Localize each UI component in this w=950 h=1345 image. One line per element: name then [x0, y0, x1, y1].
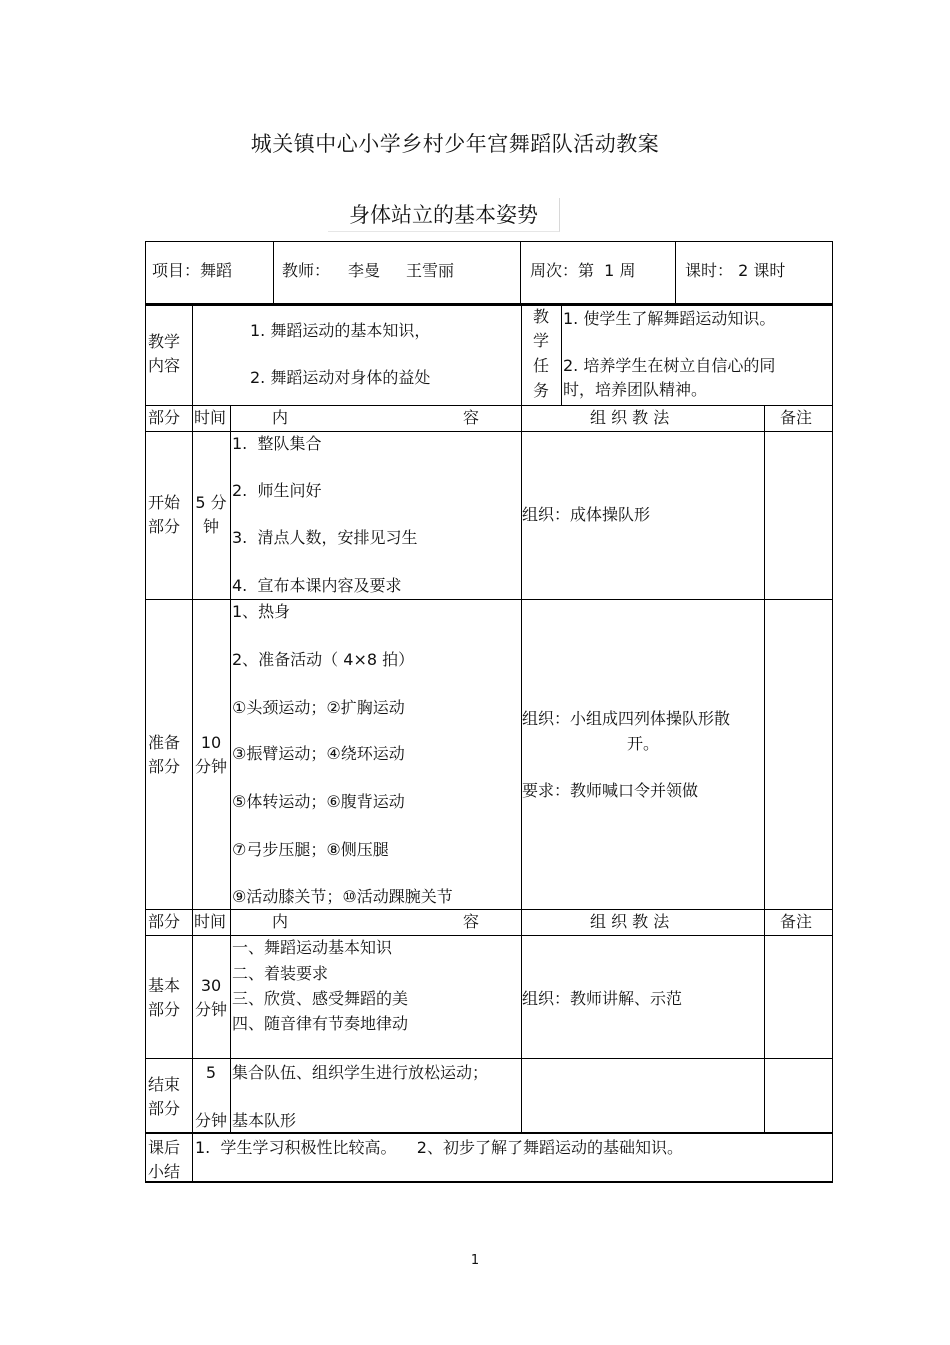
info-divider-2 [520, 241, 521, 304]
teaching-divider-b [521, 304, 522, 405]
start-method: 组织：成体操队形 [522, 505, 651, 524]
prepare-item: 2、准备活动（ 4×8 拍） [232, 650, 415, 669]
header-time: 时间 [194, 912, 227, 931]
page-number: 1 [470, 1253, 480, 1268]
teaching-task-label-char: 教 [532, 307, 549, 326]
basic-label-2: 部分 [148, 1000, 181, 1019]
end-time-2: 分钟 [194, 1111, 227, 1130]
start-item: 1. 整队集合 [232, 434, 322, 453]
basic-item: 四、随音律有节奏地律动 [232, 1014, 409, 1033]
col-divider-method [764, 405, 765, 1133]
prepare-time-1: 10 [200, 733, 222, 752]
start-item: 4. 宣布本课内容及要求 [232, 576, 402, 595]
prepare-item: ⑤体转运动；⑥腹背运动 [232, 792, 405, 811]
summary-text: 1. 学生学习积极性比较高。 2、初步了解了舞蹈运动的基础知识。 [195, 1138, 683, 1157]
header-content-right: 容 [463, 408, 480, 427]
prepare-method-1: 组织：小组成四列体操队形散 [522, 709, 731, 728]
prepare-item: ③振臂运动；④绕环运动 [232, 744, 405, 763]
teaching-content-item: 1. 舞蹈运动的基本知识， [250, 321, 431, 340]
basic-time-2: 分钟 [194, 1000, 227, 1019]
teaching-task-item: 时，培养团队精神。 [563, 380, 708, 399]
basic-item: 一、舞蹈运动基本知识 [232, 938, 393, 957]
basic-item: 二、着装要求 [232, 964, 329, 983]
teaching-task-label-char: 任 [532, 356, 549, 375]
end-item: 集合队伍、组织学生进行放松运动； [232, 1063, 489, 1082]
info-divider-1 [273, 241, 274, 304]
prepare-time-2: 分钟 [194, 757, 227, 776]
start-label-2: 部分 [148, 517, 181, 536]
start-time-1: 5 分 [195, 493, 227, 512]
basic-time-1: 30 [200, 976, 222, 995]
header-method: 组 织 教 法 [590, 408, 670, 427]
start-time-2: 钟 [202, 517, 219, 536]
basic-method: 组织：教师讲解、示范 [522, 989, 683, 1008]
basic-item: 三、欣赏、感受舞蹈的美 [232, 989, 409, 1008]
end-item: 基本队形 [232, 1111, 297, 1130]
teaching-task-label-char: 务 [532, 381, 549, 400]
summary-divider [192, 1133, 193, 1182]
header-content-left: 内 [272, 912, 289, 931]
basic-label-1: 基本 [148, 976, 181, 995]
start-label-1: 开始 [148, 493, 181, 512]
header-content-left: 内 [272, 408, 289, 427]
header-notes: 备注 [780, 408, 813, 427]
teaching-task-item: 2. 培养学生在树立自信心的同 [563, 356, 776, 375]
header-part: 部分 [148, 912, 181, 931]
teaching-content-item: 2. 舞蹈运动对身体的益处 [250, 368, 431, 387]
end-label-2: 部分 [148, 1099, 181, 1118]
prepare-item: ⑦弓步压腿；⑧侧压腿 [232, 840, 389, 859]
basic-row-bottom [145, 1058, 833, 1059]
info-divider-3 [675, 241, 676, 304]
header-time: 时间 [194, 408, 227, 427]
header-part: 部分 [148, 408, 181, 427]
header-method: 组 织 教 法 [590, 912, 670, 931]
teaching-task-label-char: 学 [532, 331, 549, 350]
prepare-item: ⑨活动膝关节；⑩活动踝腕关节 [232, 887, 453, 906]
end-time-1: 5 [205, 1063, 217, 1082]
teaching-divider-c [561, 304, 562, 405]
start-item: 2. 师生问好 [232, 481, 322, 500]
teacher-name-2: 王雪丽 [406, 261, 455, 280]
prepare-row-bottom [145, 909, 833, 910]
hours-label: 课时： 2 课时 [685, 261, 786, 280]
teaching-row-bottom [145, 405, 833, 406]
prepare-method-2: 开。 [626, 734, 659, 753]
teaching-content-label-2: 内容 [148, 356, 181, 375]
prepare-method-3: 要求：教师喊口令并领做 [522, 781, 699, 800]
teaching-divider-a [192, 304, 193, 405]
teacher-name-1: 李曼 [348, 261, 381, 280]
prepare-item: ①头颈运动；②扩胸运动 [232, 698, 405, 717]
document-title: 城关镇中心小学乡村少年宫舞蹈队活动教案 [250, 132, 660, 156]
end-label-1: 结束 [148, 1075, 181, 1094]
teaching-content-label-1: 教学 [148, 332, 181, 351]
summary-label-2: 小结 [148, 1162, 181, 1181]
col-divider-time [230, 405, 231, 1133]
header-content-right: 容 [463, 912, 480, 931]
start-item: 3. 清点人数，安排见习生 [232, 528, 418, 547]
prepare-label-2: 部分 [148, 757, 181, 776]
week-label: 周次：第 1 周 [530, 261, 636, 280]
lesson-subtitle: 身体站立的基本姿势 [328, 198, 560, 232]
teacher-label: 教师： [282, 261, 331, 280]
teaching-task-item: 1. 使学生了解舞蹈运动知识。 [563, 309, 776, 328]
summary-label-1: 课后 [148, 1138, 181, 1157]
prepare-label-1: 准备 [148, 733, 181, 752]
project-label: 项目：舞蹈 [152, 261, 233, 280]
header-notes: 备注 [780, 912, 813, 931]
prepare-item: 1、热身 [232, 602, 291, 621]
